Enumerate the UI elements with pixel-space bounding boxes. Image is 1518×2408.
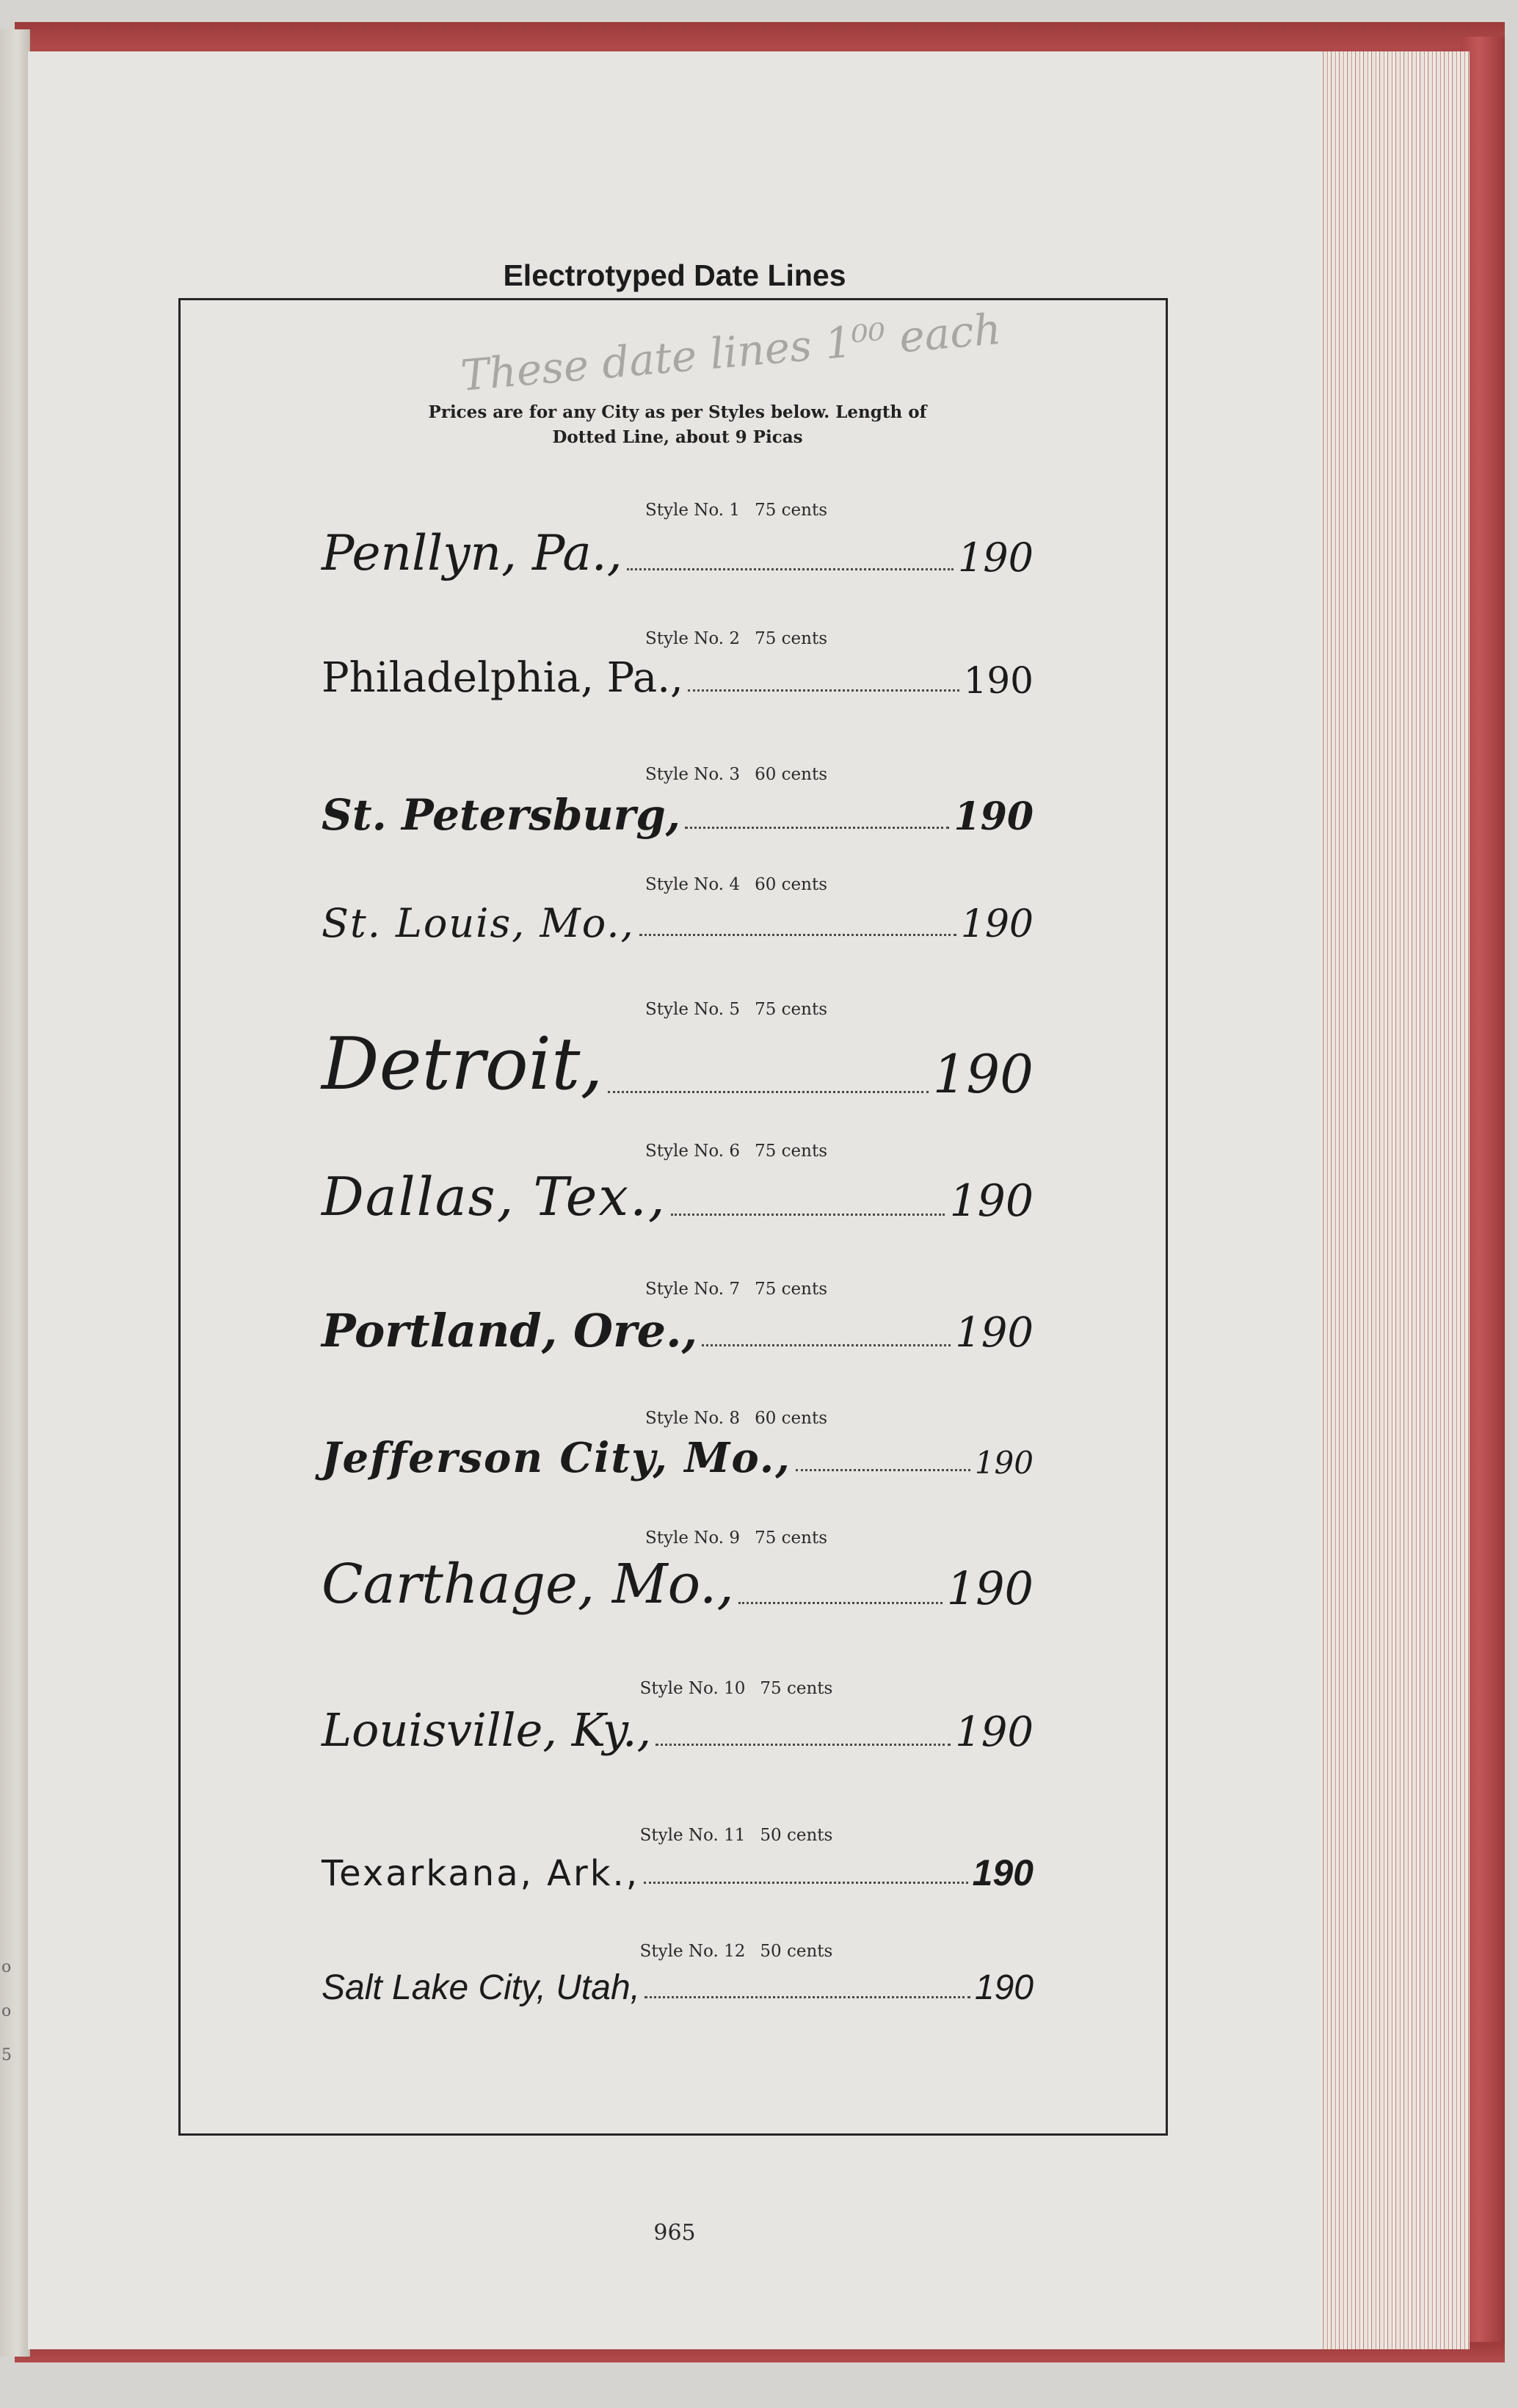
style-label [322, 624, 1056, 653]
handwritten-note: These date lines 1⁰⁰ each [459, 303, 1003, 401]
style-number: Style No. 6 [644, 1142, 741, 1161]
city-name: Detroit, [322, 1023, 603, 1106]
year-prefix: 190 [957, 534, 1034, 581]
date-line [322, 1703, 1034, 1757]
pricing-intro: Prices are for any City as per Styles below. Length of Dotted Line, about 9 Picas [428, 402, 927, 447]
year-prefix: 190 [949, 1175, 1034, 1227]
year-prefix: 190 [972, 1852, 1034, 1893]
dotted-line [685, 827, 950, 829]
date-line [322, 900, 1034, 946]
style-number: Style No. 12 [639, 1942, 746, 1961]
date-line [322, 525, 1034, 581]
date-line-entry [322, 1404, 1056, 1482]
year-prefix: 190 [963, 659, 1034, 702]
year-prefix: 190 [974, 1445, 1034, 1481]
style-price: 75 cents [755, 629, 828, 648]
city-name: St. Petersburg, [322, 790, 680, 840]
dotted-line [702, 1344, 951, 1346]
page-edges-stack [1314, 51, 1470, 2349]
style-label [322, 1523, 1056, 1553]
style-number: Style No. 1 [644, 501, 741, 520]
style-label [322, 1136, 1056, 1166]
dotted-line [738, 1602, 943, 1604]
style-price: 75 cents [755, 1142, 828, 1161]
style-number: Style No. 8 [644, 1409, 741, 1428]
style-label [322, 1404, 1056, 1433]
date-line-entry [322, 1937, 1056, 2006]
style-label [322, 1274, 1056, 1304]
date-line-entry [322, 1523, 1056, 1616]
date-line [322, 1023, 1034, 1106]
date-line [322, 1304, 1034, 1357]
dotted-line [608, 1091, 929, 1093]
dotted-line [644, 1996, 970, 1998]
dotted-line [688, 689, 959, 692]
city-name: Salt Lake City, Utah, [322, 1968, 640, 2007]
year-prefix: 190 [974, 1968, 1034, 2007]
page-heading: Electrotyped Date Lines [503, 258, 846, 292]
margin-mark: o [1, 1958, 12, 1976]
margin-mark: o [1, 2002, 12, 2020]
date-line [322, 1166, 1034, 1227]
city-name: Carthage, Mo., [322, 1553, 734, 1616]
style-label [322, 1821, 1056, 1850]
style-price: 50 cents [760, 1942, 833, 1961]
book-page [28, 51, 1321, 2349]
date-line [322, 1434, 1034, 1482]
style-label [322, 1937, 1056, 1966]
style-price: 60 cents [755, 875, 828, 894]
city-name: Portland, Ore., [322, 1304, 698, 1357]
style-number: Style No. 11 [639, 1826, 746, 1845]
style-number: Style No. 3 [644, 765, 741, 784]
margin-mark: 5 [1, 2046, 12, 2064]
date-line [322, 1553, 1034, 1616]
dotted-line [671, 1214, 945, 1216]
city-name: Philadelphia, Pa., [322, 654, 683, 702]
date-line-entry [322, 995, 1056, 1106]
style-price: 75 cents [755, 1280, 828, 1299]
style-number: Style No. 10 [639, 1679, 746, 1698]
style-number: Style No. 9 [644, 1528, 741, 1548]
style-price: 75 cents [755, 1528, 828, 1548]
date-line-entry [322, 760, 1056, 840]
style-price: 60 cents [755, 765, 828, 784]
date-line [322, 654, 1034, 702]
dotted-line [639, 934, 956, 936]
dotted-line [656, 1744, 951, 1746]
date-line-entry [322, 624, 1056, 702]
facing-page-margin-marks [1, 1945, 16, 2078]
date-line [322, 790, 1034, 840]
date-line [322, 1970, 1034, 2006]
city-name: Jefferson City, Mo., [322, 1434, 791, 1482]
date-line-entry [322, 870, 1056, 946]
style-number: Style No. 2 [644, 629, 741, 648]
year-prefix: 190 [955, 1708, 1034, 1756]
date-line-entry [322, 496, 1056, 581]
style-price: 75 cents [755, 501, 828, 520]
year-prefix: 190 [960, 902, 1034, 946]
city-name: Penllyn, Pa., [322, 525, 622, 581]
year-prefix: 190 [932, 1043, 1034, 1105]
year-prefix: 190 [955, 1309, 1034, 1357]
city-name: St. Louis, Mo., [322, 900, 635, 946]
style-number: Style No. 7 [644, 1280, 741, 1299]
style-price: 60 cents [755, 1409, 828, 1428]
style-number: Style No. 5 [644, 1000, 741, 1019]
dotted-line [627, 568, 954, 570]
style-label [322, 870, 1056, 899]
style-price: 75 cents [755, 1000, 828, 1019]
date-line-entry [322, 1674, 1056, 1757]
date-line [322, 1852, 1034, 1894]
year-prefix: 190 [946, 1562, 1034, 1615]
page-number: 965 [653, 2220, 696, 2246]
style-label [322, 995, 1056, 1024]
date-line-entry [322, 1136, 1056, 1227]
style-price: 75 cents [760, 1679, 833, 1698]
style-label [322, 760, 1056, 789]
style-price: 50 cents [760, 1826, 833, 1845]
city-name: Dallas, Tex., [322, 1166, 667, 1227]
city-name: Texarkana, Ark., [322, 1853, 640, 1894]
year-prefix: 190 [954, 794, 1034, 839]
city-name: Louisville, Ky., [322, 1703, 652, 1757]
style-label [322, 496, 1056, 525]
dotted-line [644, 1882, 968, 1884]
style-number: Style No. 4 [644, 875, 741, 894]
date-line-entry [322, 1821, 1056, 1894]
style-label [322, 1674, 1056, 1703]
date-line-entry [322, 1274, 1056, 1357]
dotted-line [796, 1469, 970, 1471]
